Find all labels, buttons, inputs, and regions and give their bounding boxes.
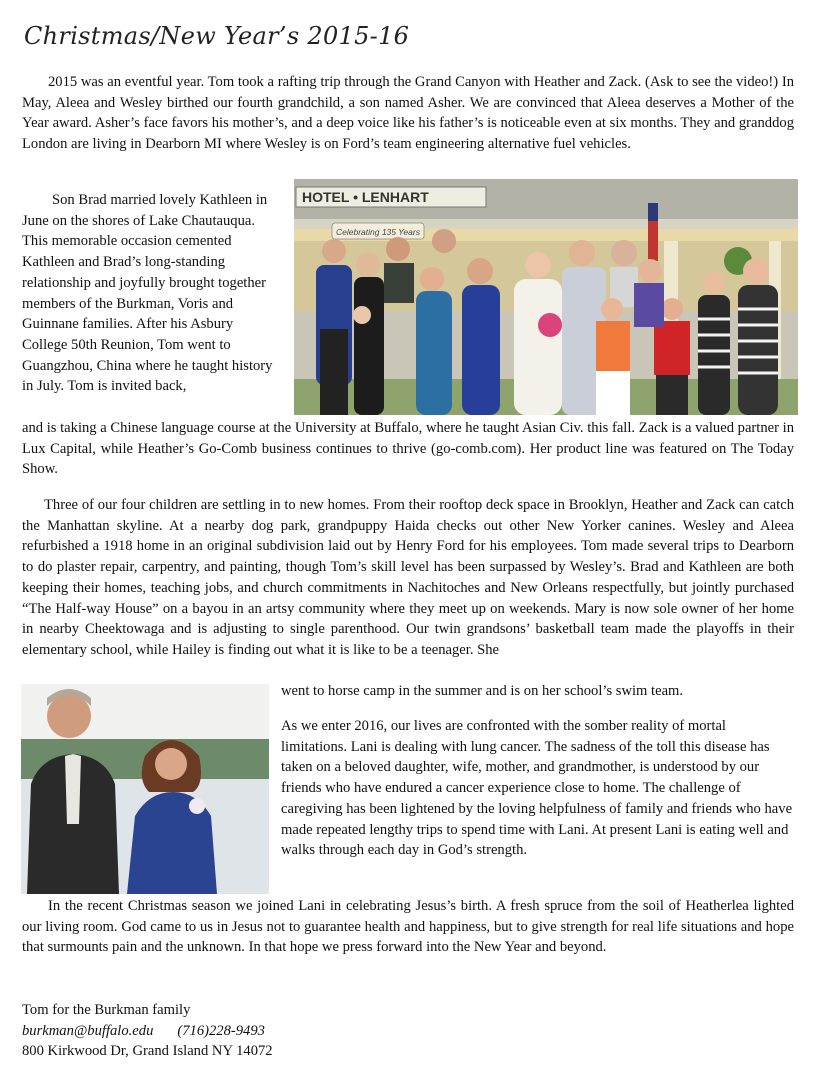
- wedding-group-photo: [294, 179, 798, 415]
- email-link[interactable]: burkman@buffalo.edu: [22, 1022, 154, 1039]
- phone-number: (716)228-9493: [177, 1022, 265, 1039]
- paragraph-wedding-start: Son Brad married lovely Kathleen in June on the shores of Lake Chautauqua. This memorable occasion cemented Kathleen and Brad’s long-standing relationship and joyfully brought together members of the Burkman, Voris and Guinnane families. After his Asbury College 50th Reunion, Tom went to Guangzhou, China where he taught history in July. Tom is invited back,: [22, 192, 273, 395]
- paragraph-christmas: In the recent Christmas season we joined Lani in celebrating Jesus’s birth. A fresh spruce from the soil of Heatherlea lighted our living room. God came to us in Jesus not to guarantee health and happiness, but to give strength for real life situations and hope that surmounts pain and the unknown. In that hope we press forward into the New Year and beyond.: [22, 898, 794, 956]
- paragraph-intro: 2015 was an eventful year. Tom took a rafting trip through the Grand Canyon with Heather and Zack. (Ask to see the video!) In May, Aleea and Wesley birthed our fourth grandchild, a son named Asher. We are convinced that Aleea deserves a Mother of the Year award. Asher’s face favors his mother’s, and a deep voice like his father’s is noticeable even at six months. They and granddog London are living in Dearborn MI where Wesley is on Ford’s team engineering alternative fuel vehicles.: [22, 74, 794, 153]
- paragraph-homes: Three of our four children are settling in to new homes. From their rooftop deck space in Brooklyn, Heather and Zack can catch the Manhattan skyline. At a nearby dog park, grandpuppy Haida checks out other New Yorker canines. Wesley and Aleea refurbished a 1918 home in an original subdivision laid out by Henry Ford for his employees. Tom made several trips to Dearborn to do plaster repair, carpentry, and painting, though Tom’s skill level has been surpassed by Wesley’s. Brad and Kathleen are both keeping their homes, teaching jobs, and church commitments in Nachitoches and New Orleans respectfully, but jointly purchased “The Half-way House” on a bayou in an artsy community where they meet up on weekends. Mary is now sole owner of her home in nearby Cheektowaga and is adjusting to single parenthood. Our twin grandsons’ basketball team made the playoffs in their elementary school, while Hailey is finding out what it is like to be a teenager. She: [22, 497, 794, 658]
- contact-line: [22, 1021, 273, 1042]
- paragraph-health: As we enter 2016, our lives are confronted with the somber reality of mortal limitations. Lani is dealing with lung cancer. The sadness of the toll this disease has taken on a beloved daughter, wife, mother, and grandmother, is understood by our friends who have endured a cancer experience close to home. The challenge of caregiving has been lightened by the loving helpfulness of family and friends who have made repeated lengthy trips to spend time with Lani. At present Lani is eating well and walks through each day in God’s strength.: [281, 718, 793, 859]
- banner-text: Celebrating 135 Years: [336, 227, 420, 237]
- hotel-sign-text: HOTEL • LENHART: [302, 189, 429, 205]
- couple-photo: [21, 684, 269, 894]
- address-line: 800 Kirkwood Dr, Grand Island NY 14072: [22, 1043, 273, 1060]
- signature-block: [22, 1000, 273, 1062]
- signature-line: Tom for the Burkman family: [22, 1002, 191, 1018]
- paragraph-wedding-end: and is taking a Chinese language course at the University at Buffalo, where he taught Asian Civ. this fall. Zack is a valued partner in Lux Capital, while Heather’s Go-Comb business continues to thrive (go-comb.com). Her product line was featured on The Today Show.: [22, 420, 794, 478]
- page-title: Christmas/New Year’s 2015-16: [24, 22, 410, 50]
- paragraph-homes-end: went to horse camp in the summer and is on her school’s swim team.: [281, 683, 684, 699]
